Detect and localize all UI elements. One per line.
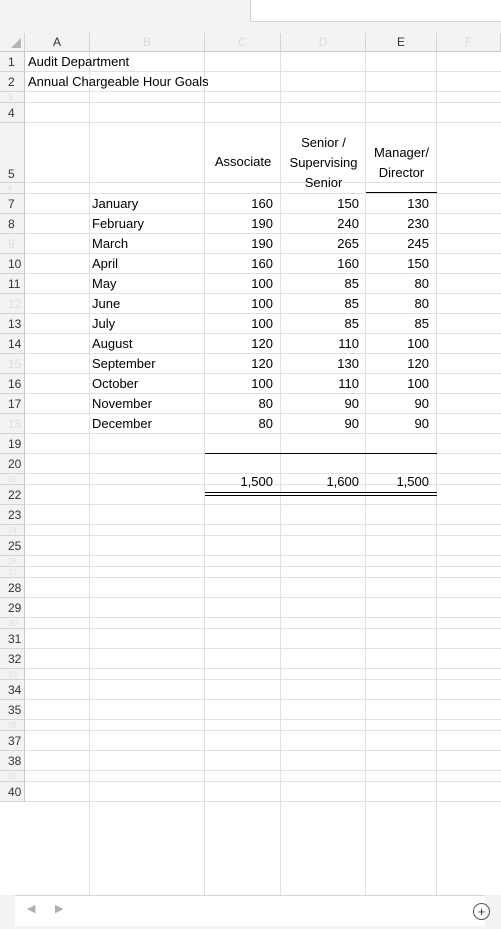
value-manager[interactable]: 100 <box>407 336 429 351</box>
month-name[interactable]: February <box>92 216 145 231</box>
value-senior[interactable]: 85 <box>344 296 359 311</box>
header-associate[interactable]: Associate <box>214 154 272 169</box>
month-name[interactable]: May <box>92 276 117 291</box>
total-double-border-top <box>205 492 437 493</box>
gridline <box>25 504 501 505</box>
row-header[interactable]: 11 <box>0 274 25 294</box>
value-senior[interactable]: 110 <box>338 376 359 391</box>
row-header[interactable]: 35 <box>0 700 25 720</box>
prev-sheet-icon[interactable]: ◀ <box>27 903 36 915</box>
row-header[interactable]: 36 <box>0 720 25 731</box>
subtotal-border <box>205 453 437 454</box>
row-header[interactable]: 26 <box>0 556 25 567</box>
row-header[interactable]: 33 <box>0 669 25 680</box>
gridline <box>25 524 501 525</box>
row-header[interactable]: 9 <box>0 234 25 254</box>
header-underline <box>366 192 437 193</box>
row-header[interactable]: 12 <box>0 294 25 314</box>
row-header[interactable]: 16 <box>0 374 25 394</box>
value-associate[interactable]: 100 <box>251 376 273 391</box>
row-header[interactable]: 15 <box>0 354 25 374</box>
total-associate[interactable]: 1,500 <box>240 474 273 489</box>
month-name[interactable]: September <box>92 356 156 371</box>
row-header[interactable]: 6 <box>0 183 25 194</box>
value-manager[interactable]: 90 <box>414 396 429 411</box>
gridline <box>25 648 501 649</box>
gridline <box>25 617 501 618</box>
gridline <box>25 253 501 254</box>
gridline <box>25 628 501 629</box>
value-associate[interactable]: 120 <box>251 336 273 351</box>
select-all-icon <box>11 38 21 48</box>
row-header[interactable]: 30 <box>0 618 25 629</box>
gridline <box>25 373 501 374</box>
row-header[interactable]: 10 <box>0 254 25 274</box>
value-manager[interactable]: 120 <box>407 356 429 371</box>
value-associate[interactable]: 80 <box>258 396 273 411</box>
gridline <box>25 730 501 731</box>
month-name[interactable]: August <box>92 336 133 351</box>
gridline <box>25 535 501 536</box>
value-associate[interactable]: 80 <box>258 416 273 431</box>
row-header[interactable]: 22 <box>0 485 25 505</box>
value-manager[interactable]: 80 <box>414 296 429 311</box>
gridline <box>25 781 501 782</box>
gridline <box>25 71 501 72</box>
column-header-f[interactable]: F <box>437 33 501 52</box>
sheet-tab-area <box>15 895 485 926</box>
row-header[interactable]: 37 <box>0 731 25 751</box>
value-associate[interactable]: 100 <box>251 316 273 331</box>
column-header-b[interactable]: B <box>90 33 205 52</box>
gridline <box>25 679 501 680</box>
gridline <box>25 770 501 771</box>
value-manager[interactable]: 85 <box>414 316 429 331</box>
value-senior[interactable]: 150 <box>337 196 359 211</box>
row-header[interactable]: 8 <box>0 214 25 234</box>
total-double-border-bottom <box>205 495 437 496</box>
month-name[interactable]: April <box>92 256 119 271</box>
row-header[interactable]: 1 <box>0 52 25 72</box>
row-header[interactable]: 24 <box>0 525 25 536</box>
gridline <box>25 566 501 567</box>
gridline <box>25 353 501 354</box>
value-senior[interactable]: 240 <box>337 216 359 231</box>
gridline <box>25 193 501 194</box>
row-header[interactable]: 31 <box>0 629 25 649</box>
total-senior[interactable]: 1,600 <box>326 474 359 489</box>
next-sheet-icon[interactable]: ▶ <box>55 903 64 915</box>
row-header[interactable]: 25 <box>0 536 25 556</box>
month-name[interactable]: January <box>92 196 139 211</box>
row-header[interactable]: 21 <box>0 474 25 485</box>
gridline <box>25 122 501 123</box>
header-senior-line3: Senior <box>304 175 343 190</box>
sheet-tab-bar <box>0 895 501 929</box>
value-associate[interactable]: 160 <box>251 256 273 271</box>
total-manager[interactable]: 1,500 <box>396 474 429 489</box>
row-header[interactable]: 14 <box>0 334 25 354</box>
value-senior[interactable]: 85 <box>344 276 359 291</box>
gridline <box>25 213 501 214</box>
gridline <box>25 719 501 720</box>
value-manager[interactable]: 80 <box>414 276 429 291</box>
value-senior[interactable]: 90 <box>344 396 359 411</box>
month-name[interactable]: July <box>92 316 116 331</box>
row-header[interactable]: 34 <box>0 680 25 700</box>
gridline <box>25 102 501 103</box>
header-senior-line1[interactable]: Senior / <box>301 135 346 150</box>
column-header-c[interactable]: C <box>205 33 281 52</box>
value-manager[interactable]: 130 <box>407 196 429 211</box>
row-header[interactable]: 4 <box>0 103 25 123</box>
select-all-corner[interactable] <box>0 33 25 52</box>
row-header[interactable]: 29 <box>0 598 25 618</box>
header-senior-line2: Supervising <box>289 155 358 170</box>
formula-bar-area <box>0 0 501 33</box>
gridline <box>25 555 501 556</box>
gridline <box>25 750 501 751</box>
month-name[interactable]: March <box>92 236 129 251</box>
value-associate[interactable]: 100 <box>251 276 273 291</box>
row-header[interactable]: 20 <box>0 454 25 474</box>
gridline <box>25 577 501 578</box>
value-manager[interactable]: 245 <box>407 236 429 251</box>
month-name[interactable]: October <box>92 376 139 391</box>
gridline <box>25 333 501 334</box>
row-header[interactable]: 32 <box>0 649 25 669</box>
row-header[interactable]: 38 <box>0 751 25 771</box>
value-manager[interactable]: 100 <box>407 376 429 391</box>
month-name[interactable]: June <box>92 296 121 311</box>
row-header[interactable]: 2 <box>0 72 25 92</box>
row-header[interactable]: 3 <box>0 92 25 103</box>
value-associate[interactable]: 190 <box>251 216 273 231</box>
value-manager[interactable]: 150 <box>407 256 429 271</box>
gridline <box>25 668 501 669</box>
month-name[interactable]: December <box>92 416 152 431</box>
row-header[interactable]: 5 <box>0 123 25 183</box>
value-associate[interactable]: 100 <box>251 296 273 311</box>
add-sheet-icon[interactable]: + <box>473 903 490 920</box>
column-header-d[interactable]: D <box>281 33 366 52</box>
value-senior[interactable]: 90 <box>344 416 359 431</box>
gridline <box>25 699 501 700</box>
column-header-e[interactable]: E <box>366 33 437 52</box>
column-header-a[interactable]: A <box>25 33 90 52</box>
value-senior[interactable]: 130 <box>337 356 359 371</box>
header-manager-line1[interactable]: Manager/ <box>374 145 429 160</box>
row-header[interactable]: 19 <box>0 434 25 454</box>
gridline <box>25 801 501 802</box>
row-header[interactable]: 13 <box>0 314 25 334</box>
value-associate[interactable]: 160 <box>251 196 273 211</box>
sheet-title[interactable]: Audit Department <box>28 54 130 69</box>
value-manager[interactable]: 230 <box>407 216 429 231</box>
value-senior[interactable]: 160 <box>337 256 359 271</box>
header-manager-line2: Director <box>378 165 425 180</box>
row-header[interactable]: 28 <box>0 578 25 598</box>
row-header[interactable]: 27 <box>0 567 25 578</box>
row-header[interactable]: 40 <box>0 782 25 802</box>
month-name[interactable]: November <box>92 396 152 411</box>
gridline <box>25 313 501 314</box>
row-header[interactable]: 18 <box>0 414 25 434</box>
row-header[interactable]: 7 <box>0 194 25 214</box>
gridline <box>25 393 501 394</box>
value-associate[interactable]: 190 <box>251 236 273 251</box>
value-senior[interactable]: 110 <box>338 336 359 351</box>
row-header[interactable]: 39 <box>0 771 25 782</box>
formula-input[interactable] <box>250 0 501 22</box>
gridline <box>25 233 501 234</box>
value-senior[interactable]: 265 <box>337 236 359 251</box>
gridline <box>25 413 501 414</box>
row-header[interactable]: 23 <box>0 505 25 525</box>
gridline <box>25 597 501 598</box>
gridline <box>25 273 501 274</box>
row-header[interactable]: 17 <box>0 394 25 414</box>
value-senior[interactable]: 85 <box>344 316 359 331</box>
gridline <box>25 293 501 294</box>
gridline <box>25 91 501 92</box>
value-manager[interactable]: 90 <box>414 416 429 431</box>
value-associate[interactable]: 120 <box>251 356 273 371</box>
sheet-subtitle[interactable]: Annual Chargeable Hour Goals <box>28 74 209 89</box>
gridline <box>25 433 501 434</box>
